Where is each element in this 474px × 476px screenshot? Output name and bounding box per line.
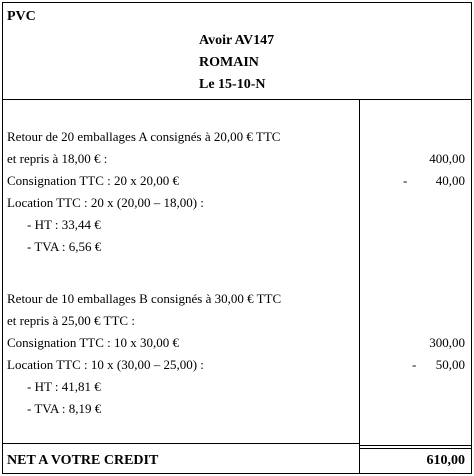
block-b-tva-label: - TVA : 8,19 € xyxy=(27,401,102,416)
total-separator xyxy=(3,443,359,444)
block-a-consignation xyxy=(3,173,471,194)
block-a-consignation-sign: - xyxy=(403,173,408,188)
block-a-description-1: Retour de 20 emballages A consignés à 20,00 € TTC xyxy=(7,129,281,144)
block-b-location-sign: - xyxy=(412,357,417,372)
block-a-ht xyxy=(3,217,471,238)
total-double-rule-top xyxy=(359,445,471,446)
block-b-line1 xyxy=(3,291,471,312)
block-a-line1 xyxy=(3,129,471,150)
block-b-location xyxy=(3,357,471,378)
block-b-description-1: Retour de 10 emballages B consignés à 30,00 € TTC xyxy=(7,291,282,306)
block-a-location-label: Location TTC : 20 x (20,00 – 18,00) : xyxy=(7,195,204,210)
credit-note-date: Le 15-10-N xyxy=(199,77,266,92)
block-b-ht xyxy=(3,379,471,400)
block-a-description-2: et repris à 18,00 € : xyxy=(7,151,108,166)
block-b-location-label: Location TTC : 10 x (30,00 – 25,00) : xyxy=(7,357,204,372)
total-label: NET A VOTRE CREDIT xyxy=(7,453,159,468)
block-a-location xyxy=(3,195,471,216)
block-b-consignation-label: Consignation TTC : 10 x 30,00 € xyxy=(7,335,180,350)
block-a-tva xyxy=(3,239,471,260)
credit-note-header xyxy=(3,3,471,100)
credit-note-frame xyxy=(2,2,472,474)
credit-note-number: Avoir AV147 xyxy=(199,33,275,48)
block-b-tva xyxy=(3,401,471,422)
block-a-ht-label: - HT : 33,44 € xyxy=(27,217,101,232)
block-a-line2 xyxy=(3,151,471,172)
block-a-amount: 400,00 xyxy=(429,151,465,166)
block-b-ht-label: - HT : 41,81 € xyxy=(27,379,101,394)
block-a-consignation-label: Consignation TTC : 20 x 20,00 € xyxy=(7,173,180,188)
block-a-consignation-amount: 40,00 xyxy=(435,173,465,188)
client-name: ROMAIN xyxy=(199,55,259,70)
block-b-consignation-amount: 300,00 xyxy=(429,335,465,350)
block-a-tva-label: - TVA : 6,56 € xyxy=(27,239,102,254)
company-name: PVC xyxy=(7,9,36,24)
block-b-description-2: et repris à 25,00 € TTC : xyxy=(7,313,135,328)
block-b-location-amount: 50,00 xyxy=(435,357,465,372)
block-b-line2 xyxy=(3,313,471,334)
block-b-consignation xyxy=(3,335,471,356)
total-amount: 610,00 xyxy=(426,453,465,468)
total-double-rule-bottom xyxy=(359,448,471,449)
